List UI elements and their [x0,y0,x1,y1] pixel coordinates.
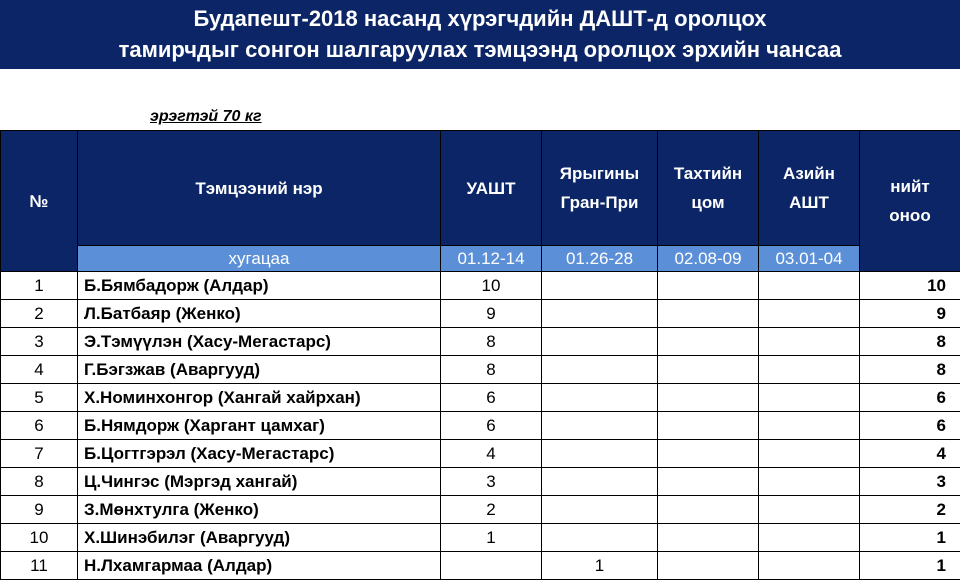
uasht-points: 4 [441,440,542,468]
row-number: 8 [1,468,78,496]
header-yarygin [542,131,658,246]
period-yarygin: 01.26-28 [542,246,658,272]
asia-points [759,468,860,496]
asia-points [759,440,860,468]
athlete-name: Э.Тэмүүлэн (Хасу-Мегастарс) [78,328,441,356]
athlete-name: Л.Батбаяр (Женко) [78,300,441,328]
takhti-points [658,524,759,552]
row-number: 10 [1,524,78,552]
takhti-points [658,384,759,412]
table-row [1,412,960,440]
takhti-points [658,440,759,468]
header-asia-line-1: Азийн [783,164,835,183]
uasht-points: 1 [441,524,542,552]
table-row [1,468,960,496]
total-points: 6 [860,412,960,440]
row-number: 2 [1,300,78,328]
athlete-name: Г.Бэгзжав (Аваргууд) [78,356,441,384]
yarygin-points [542,412,658,440]
asia-points [759,272,860,300]
yarygin-points [542,300,658,328]
table-row [1,524,960,552]
yarygin-points [542,356,658,384]
weight-category-label: эрэгтэй 70 кг [150,108,262,125]
yarygin-points [542,328,658,356]
uasht-points: 10 [441,272,542,300]
total-points: 3 [860,468,960,496]
header-asia-line-2: АШТ [789,193,829,212]
table-row [1,384,960,412]
athlete-name: Н.Лхамгармаа (Алдар) [78,552,441,580]
yarygin-points [542,524,658,552]
row-number: 3 [1,328,78,356]
uasht-points [441,552,542,580]
asia-points [759,328,860,356]
header-takhti [658,131,759,246]
yarygin-points [542,496,658,524]
table-row [1,552,960,580]
asia-points [759,524,860,552]
yarygin-points [542,272,658,300]
table-row [1,328,960,356]
table-row [1,300,960,328]
asia-points [759,384,860,412]
header-asia [759,131,860,246]
athlete-name: Б.Цогтгэрэл (Хасу-Мегастарс) [78,440,441,468]
title-line-1: Будапешт-2018 насанд хүрэгчдийн ДАШТ-д оролцох [193,6,767,31]
athlete-name: Б.Нямдорж (Харгант цамхаг) [78,412,441,440]
uasht-points: 6 [441,384,542,412]
athlete-name: Б.Бямбадорж (Алдар) [78,272,441,300]
total-points: 6 [860,384,960,412]
takhti-points [658,356,759,384]
uasht-points: 2 [441,496,542,524]
row-number: 5 [1,384,78,412]
ranking-table [0,130,960,580]
total-points: 9 [860,300,960,328]
yarygin-points [542,384,658,412]
title-line-2: тамирчдыг сонгон шалгаруулах тэмцээнд оролцох эрхийн чансаа [118,37,842,62]
period-uasht: 01.12-14 [441,246,542,272]
row-number: 7 [1,440,78,468]
header-uasht: УАШТ [441,131,542,246]
asia-points [759,356,860,384]
header-yarygin-line-1: Ярыгины [559,164,640,183]
title-banner [0,0,960,69]
yarygin-points: 1 [542,552,658,580]
period-takhti: 02.08-09 [658,246,759,272]
athlete-name: З.Мөнхтулга (Женко) [78,496,441,524]
takhti-points [658,272,759,300]
total-points: 1 [860,524,960,552]
row-number: 4 [1,356,78,384]
asia-points [759,300,860,328]
table-row [1,356,960,384]
yarygin-points [542,440,658,468]
uasht-points: 9 [441,300,542,328]
total-points: 2 [860,496,960,524]
takhti-points [658,468,759,496]
table-row [1,496,960,524]
takhti-points [658,496,759,524]
header-total [860,131,960,272]
period-asia: 03.01-04 [759,246,860,272]
table-row [1,440,960,468]
header-takhti-line-2: цом [691,193,725,212]
asia-points [759,496,860,524]
asia-points [759,552,860,580]
total-points: 10 [860,272,960,300]
header-event-name: Тэмцээний нэр [78,131,441,246]
takhti-points [658,552,759,580]
period-row [1,246,960,272]
athlete-name: Х.Номинхонгор (Хангай хайрхан) [78,384,441,412]
header-number: № [1,131,78,272]
row-number: 9 [1,496,78,524]
uasht-points: 3 [441,468,542,496]
table-row [1,272,960,300]
header-total-line-1: нийт [890,177,930,196]
asia-points [759,412,860,440]
total-points: 8 [860,356,960,384]
row-number: 6 [1,412,78,440]
takhti-points [658,328,759,356]
header-total-line-2: оноо [889,206,931,225]
period-label: хугацаа [78,246,441,272]
header-row [1,131,960,246]
athlete-name: Ц.Чингэс (Мэргэд хангай) [78,468,441,496]
uasht-points: 8 [441,356,542,384]
athlete-name: Х.Шинэбилэг (Аваргууд) [78,524,441,552]
total-points: 4 [860,440,960,468]
row-number: 11 [1,552,78,580]
yarygin-points [542,468,658,496]
row-number: 1 [1,272,78,300]
takhti-points [658,412,759,440]
takhti-points [658,300,759,328]
total-points: 8 [860,328,960,356]
header-takhti-line-1: Тахтийн [673,164,743,183]
header-yarygin-line-2: Гран-При [560,193,639,212]
total-points: 1 [860,552,960,580]
uasht-points: 6 [441,412,542,440]
uasht-points: 8 [441,328,542,356]
